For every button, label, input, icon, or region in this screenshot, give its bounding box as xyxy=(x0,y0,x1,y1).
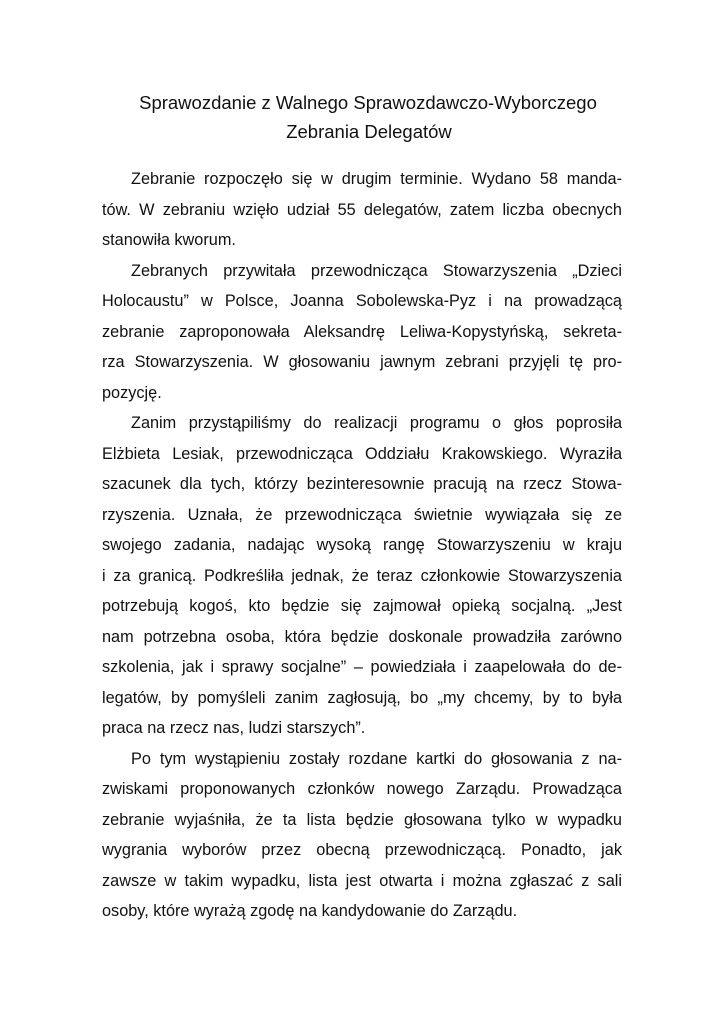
paragraph-2 xyxy=(102,256,622,409)
text-line: Elżbieta Lesiak, przewodnicząca Oddziału Krakowskiego. Wyraziła xyxy=(102,444,622,463)
title-line-2: Zebrania Delegatów xyxy=(286,121,452,142)
text-line: Zanim przystąpiliśmy do realizacji programu o głos poprosiła xyxy=(131,414,622,432)
text-line: wygrania wyborów przez obecną przewodniczącą. Ponadto, jak xyxy=(102,841,622,859)
text-line: Holocaustu” w Polsce, Joanna Sobolewska-Pyz i na prowadzącą xyxy=(102,292,622,310)
text-line: swojego zadania, nadając wysoką rangę Stowarzyszeniu w kraju xyxy=(102,536,622,554)
text-line: Po tym wystąpieniu zostały rozdane kartki do głosowania z na- xyxy=(131,749,622,768)
text-line: szkolenia, jak i sprawy socjalne” – powiedziała i zaapelowała do de- xyxy=(102,658,622,676)
text-line: szacunek dla tych, którzy bezinteresownie pracują na rzecz Stowa- xyxy=(102,475,622,493)
paragraph-4 xyxy=(102,744,622,927)
text-line: osoby, które wyrażą zgodę na kandydowanie do Zarządu. xyxy=(102,902,518,920)
document-title xyxy=(102,88,622,146)
text-line: nam potrzebna osoba, która będzie doskonale prowadziła zarówno xyxy=(102,627,622,646)
text-line: zebranie zaproponowała Aleksandrę Leliwa-Kopystyńską, sekreta- xyxy=(102,322,622,341)
text-line: stanowiła kworum. xyxy=(102,231,236,249)
text-line: zebranie wyjaśniła, że ta lista będzie głosowana tylko w wypadku xyxy=(102,810,622,829)
paragraph-3 xyxy=(102,408,622,744)
text-line: Zebranych przywitała przewodnicząca Stowarzyszenia „Dzieci xyxy=(131,261,622,280)
text-line: tów. W zebraniu wzięło udział 55 delegatów, zatem liczba obecnych xyxy=(102,200,622,219)
text-line: rza Stowarzyszenia. W głosowaniu jawnym zebrani przyjęli tę pro- xyxy=(102,353,622,371)
text-line: potrzebują kogoś, kto będzie się zajmował opieką socjalną. „Jest xyxy=(102,597,622,615)
document-page xyxy=(102,88,622,927)
text-line: rzyszenia. Uznała, że przewodnicząca świetnie wywiązała się ze xyxy=(102,505,622,524)
paragraph-1 xyxy=(102,164,622,256)
title-line-1: Sprawozdanie z Walnego Sprawozdawczo-Wyborczego xyxy=(139,92,597,113)
text-line: zawsze w takim wypadku, lista jest otwarta i można zgłaszać z sali xyxy=(102,871,622,890)
text-line: i za granicą. Podkreśliła jednak, że teraz członkowie Stowarzyszenia xyxy=(102,566,622,585)
text-line: praca na rzecz nas, ludzi starszych”. xyxy=(102,719,366,737)
text-line: zwiskami proponowanych członków nowego Zarządu. Prowadząca xyxy=(102,780,622,798)
text-line: legatów, by pomyśleli zanim zagłosują, bo „my chcemy, by to była xyxy=(102,688,622,707)
document-body xyxy=(102,164,622,927)
text-line: Zebranie rozpoczęło się w drugim terminie. Wydano 58 manda- xyxy=(131,170,622,188)
text-line: pozycję. xyxy=(102,383,162,402)
